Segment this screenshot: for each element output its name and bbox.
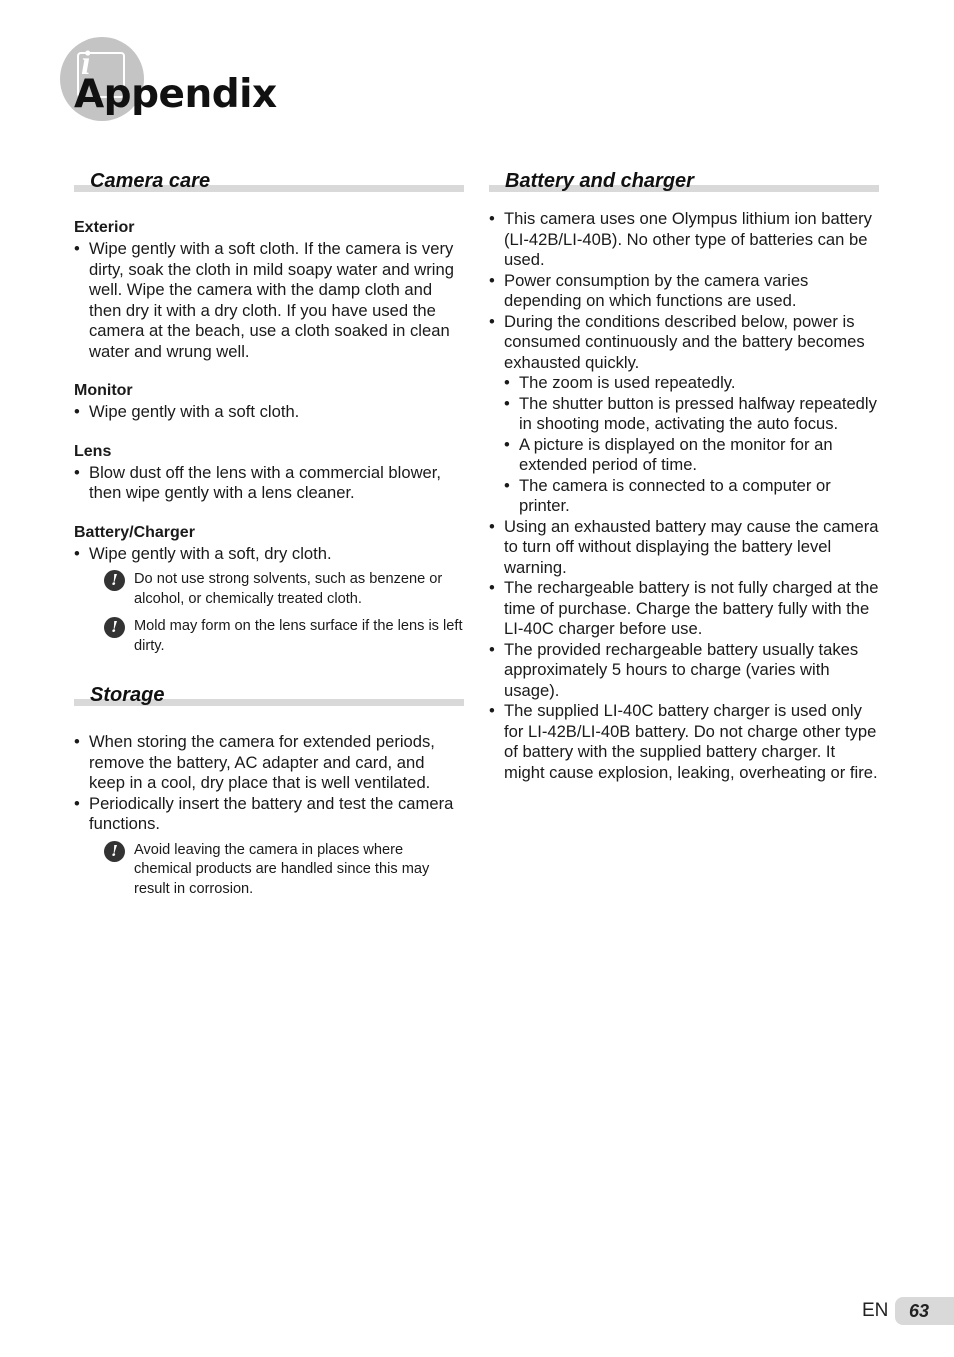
storage-list: [74, 732, 464, 835]
page-title: Appendix: [74, 72, 277, 117]
section-header-camera-care: [74, 168, 464, 196]
list-item: • Wipe gently with a soft cloth. If the camera is very dirty, soak the cloth in mild soapy water and wring well. Wipe the camera with the damp cloth and then dry it with a dry cloth. If you have used the camera at the beach, use a cloth soaked in clean water and wrung well.: [74, 239, 464, 362]
list-item: • Power consumption by the camera varies depending on which functions are used.: [489, 271, 879, 312]
subheading-monitor: Monitor: [74, 382, 133, 399]
sub-list-item: • A picture is displayed on the monitor for an extended period of time.: [504, 435, 879, 476]
battery-list: [489, 209, 879, 783]
section-title-camera-care: Camera care: [90, 170, 211, 192]
conditions-list: [504, 373, 879, 517]
section-title-storage: Storage: [90, 684, 165, 706]
caution-icon: !: [104, 841, 125, 862]
right-column: [489, 168, 879, 802]
subheading-exterior: Exterior: [74, 219, 135, 236]
caution-note: [74, 841, 464, 900]
list-item: • Blow dust off the lens with a commercial blower, then wipe gently with a lens cleaner.: [74, 463, 464, 504]
caution-icon: !: [104, 570, 125, 591]
caution-icon: !: [104, 617, 125, 638]
caution-text: Do not use strong solvents, such as benzene or alcohol, or chemically treated cloth.: [134, 571, 443, 607]
list-item: • The provided rechargeable battery usually takes approximately 5 hours to charge (varies with usage).: [489, 640, 879, 702]
list-item-text: During the conditions described below, power is consumed continuously and the battery becomes exhausted quickly.: [504, 311, 865, 372]
list-item: • Wipe gently with a soft cloth.: [74, 402, 464, 423]
subheading-lens: Lens: [74, 442, 112, 460]
monitor-list: [74, 402, 464, 423]
caution-text: Avoid leaving the camera in places where chemical products are handled since this may result in corrosion.: [134, 841, 430, 897]
info-icon-glyph: i: [81, 45, 91, 82]
caution-note: [74, 617, 464, 656]
subheading-battery-charger: Battery/Charger: [74, 523, 195, 541]
battery-charger-list: [74, 544, 464, 565]
list-item: • Using an exhausted battery may cause the camera to turn off without displaying the battery level warning.: [489, 517, 879, 579]
page-footer: [862, 1297, 954, 1325]
language-label: EN: [862, 1300, 889, 1321]
exterior-list: [74, 239, 464, 362]
sub-list-item: • The shutter button is pressed halfway repeatedly in shooting mode, activating the auto focus.: [504, 394, 879, 435]
left-column: [74, 168, 464, 907]
list-item: [489, 312, 879, 517]
list-item: • This camera uses one Olympus lithium ion battery (LI-42B/LI-40B). No other type of batteries can be used.: [489, 209, 879, 271]
section-title-battery-and-charger: Battery and charger: [505, 170, 694, 192]
section-header-storage: [74, 682, 464, 710]
list-item: • Periodically insert the battery and test the camera functions.: [74, 794, 464, 835]
section-header-battery-and-charger: [489, 168, 879, 196]
list-item: • The rechargeable battery is not fully charged at the time of purchase. Charge the battery fully with the LI-40C charger before use.: [489, 578, 879, 640]
sub-list-item: • The zoom is used repeatedly.: [504, 373, 879, 394]
sub-list-item: • The camera is connected to a computer or printer.: [504, 476, 879, 517]
caution-note: [74, 570, 464, 609]
caution-text: Mold may form on the lens surface if the lens is left dirty.: [134, 618, 463, 654]
lens-list: [74, 463, 464, 504]
list-item: • When storing the camera for extended periods, remove the battery, AC adapter and card, and keep in a cool, dry place that is well ventilated.: [74, 732, 464, 794]
list-item: • The supplied LI-40C battery charger is used only for LI-42B/LI-40B battery. Do not charge other type of battery with the supplied battery charger. It might cause explosion, leaking, overheating or fire.: [489, 701, 879, 783]
page-number: 63: [895, 1297, 954, 1325]
list-item: • Wipe gently with a soft, dry cloth.: [74, 544, 464, 565]
